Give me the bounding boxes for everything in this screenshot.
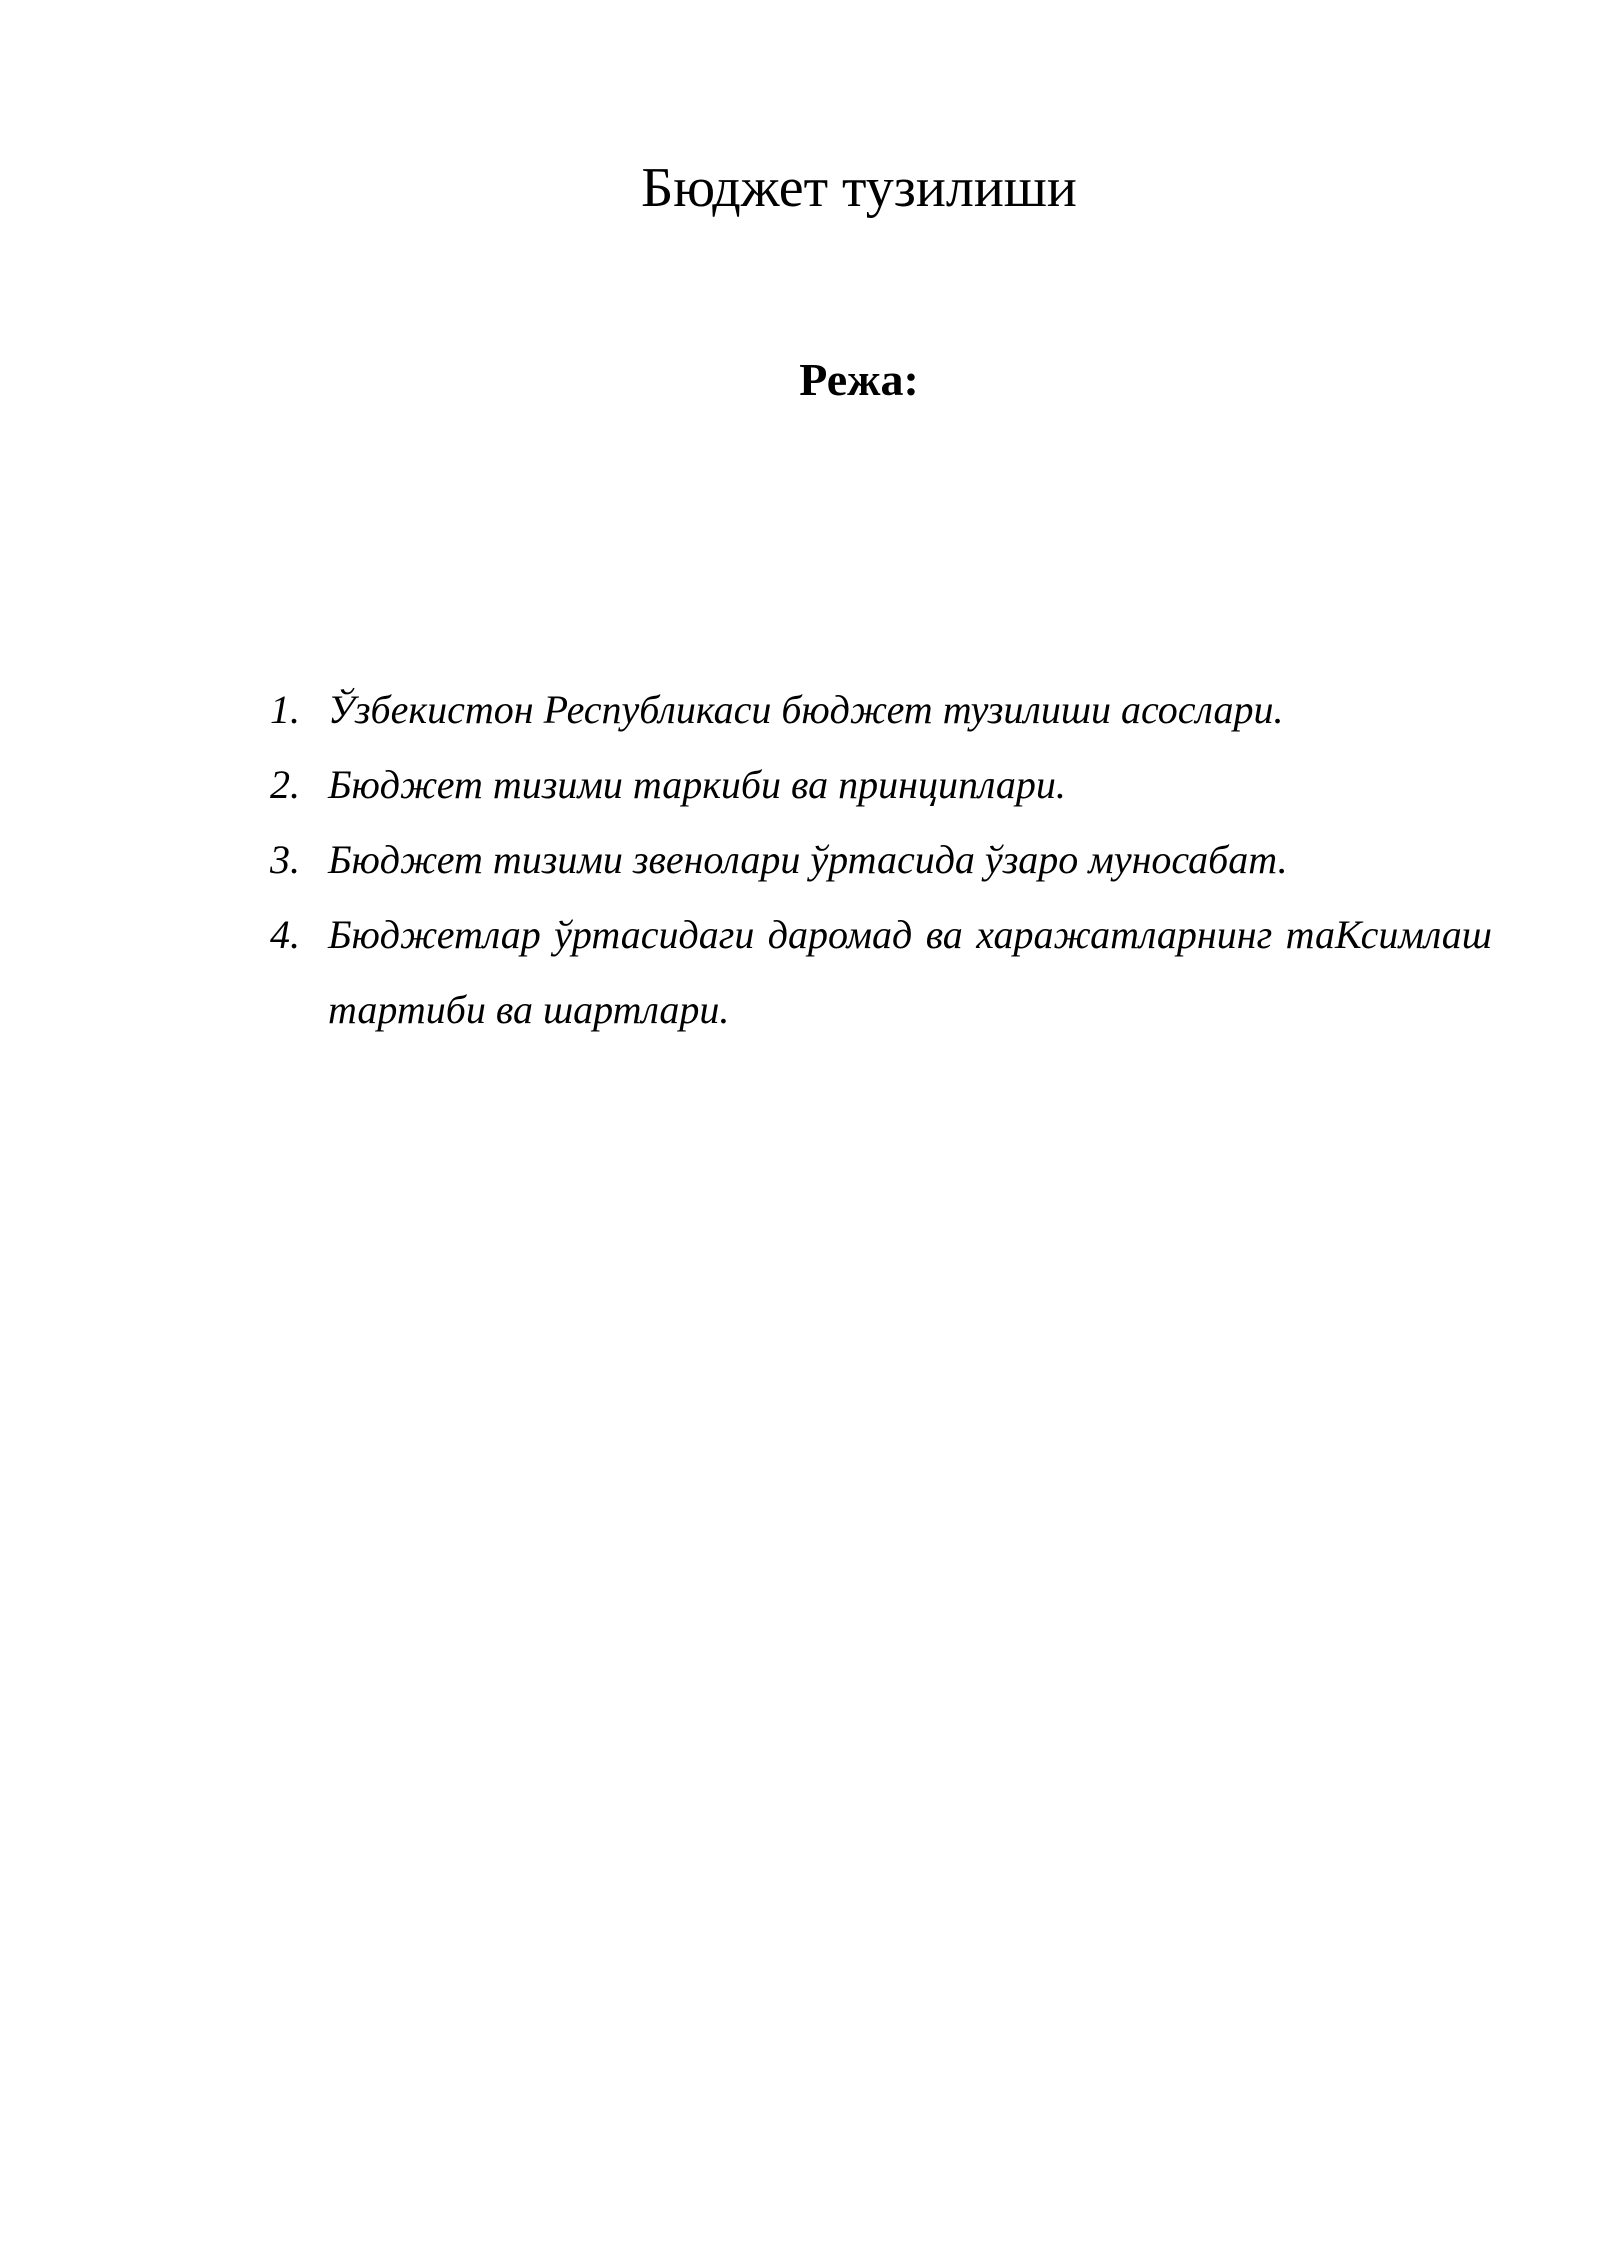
plan-item-number: 4. (270, 912, 300, 957)
plan-heading: Режа: (799, 354, 919, 405)
plan-item-3 (270, 822, 1492, 897)
plan-list (270, 672, 1492, 1047)
plan-item-number: 3. (270, 837, 300, 882)
plan-item-text: Ўзбекистон Республикаси бюджет тузилиши асослари. (328, 687, 1284, 732)
plan-item-text: Бюджет тизими таркиби ва принциплари. (328, 762, 1066, 807)
plan-item-2 (270, 747, 1492, 822)
plan-item-text: Бюджет тизими звенолари ўртасида ўзаро муносабат. (328, 837, 1288, 882)
plan-item-text: Бюджетлар ўртасидаги даромад ва харажатларнинг таКсимлаш тартиби ва шартлари. (328, 912, 1492, 1032)
plan-item-number: 1. (270, 687, 300, 732)
document-title: Бюджет тузилиши (641, 157, 1077, 219)
plan-item-number: 2. (270, 762, 300, 807)
plan-item-1 (270, 672, 1492, 747)
plan-item-4 (270, 897, 1492, 1047)
